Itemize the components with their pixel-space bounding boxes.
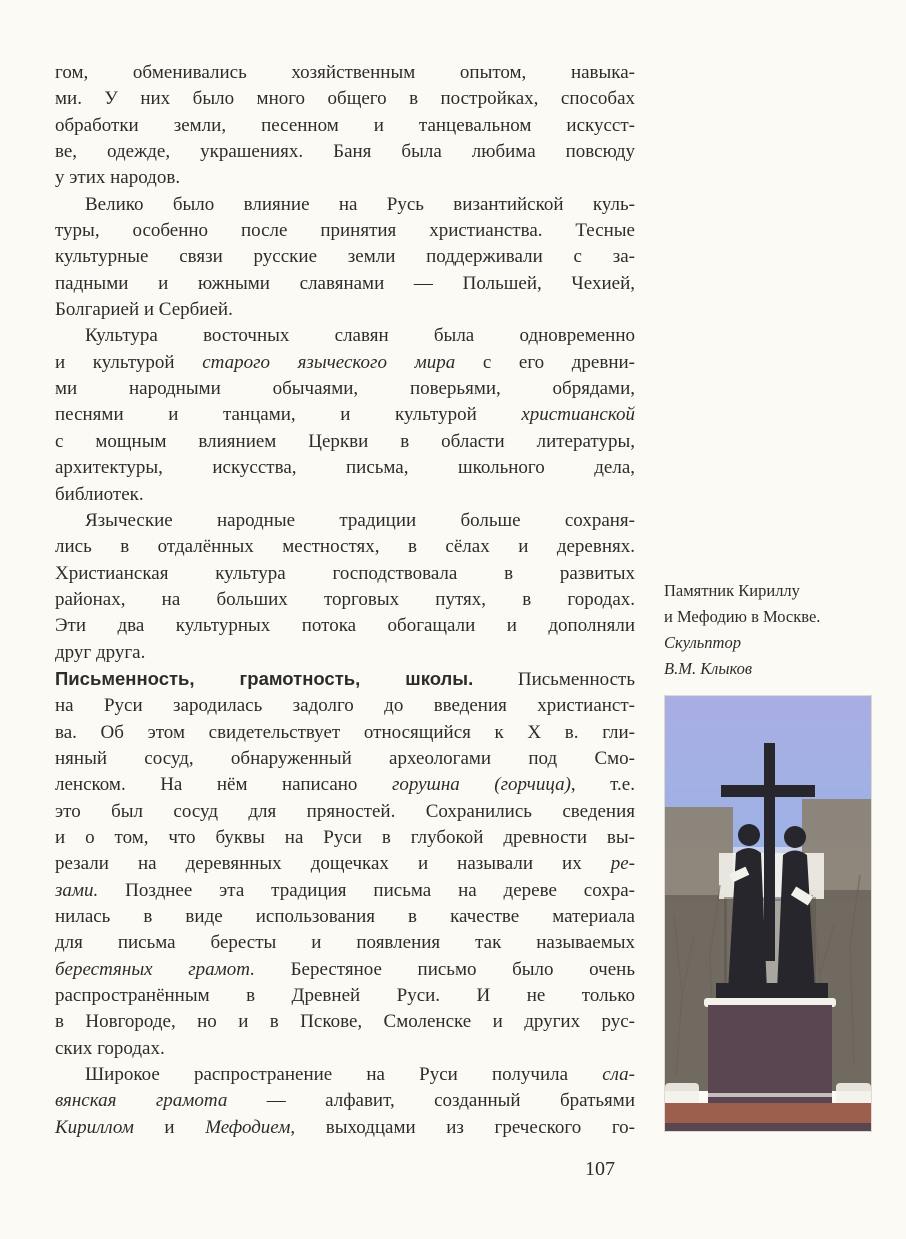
text-run: Языческие народные традиции больше сохраня-	[85, 509, 635, 531]
text-run: — алфавит, созданный братьями	[227, 1090, 635, 1112]
text-run: Болгарией и Сербией.	[55, 299, 233, 321]
text-line	[55, 746, 635, 772]
ground-step	[665, 1103, 871, 1125]
text-line	[55, 904, 635, 930]
text-run: , выходцами из греческого го-	[290, 1116, 635, 1138]
text-run: и	[133, 1116, 206, 1138]
text-run: , т.е.	[570, 774, 635, 796]
text-run: Письменность	[473, 668, 636, 690]
text-run: и культурой	[55, 351, 203, 373]
text-run: Христианская культура господствовала в развитых	[55, 562, 635, 584]
text-line	[55, 244, 635, 270]
text-line	[55, 693, 635, 719]
paragraph	[55, 1062, 635, 1141]
text-run: Велико было влияние на Русь византийской куль-	[85, 193, 635, 215]
ground-shadow	[665, 1123, 871, 1131]
caption-line	[664, 630, 884, 656]
text-line	[55, 218, 635, 244]
text-line	[55, 165, 635, 191]
text-run: сла-	[602, 1064, 635, 1086]
text-run: архитектуры, искусства, письма, школьного дела,	[55, 457, 635, 479]
text-run: берестяных грамот.	[55, 958, 255, 980]
text-run: библиотек.	[55, 483, 144, 505]
text-line	[55, 455, 635, 481]
text-run: на Руси зародилась задолго до введения христианст-	[55, 695, 635, 717]
text-run: районах, на больших торговых путях, в городах.	[55, 588, 635, 610]
text-line	[55, 1115, 635, 1141]
text-line	[55, 271, 635, 297]
text-line	[55, 86, 635, 112]
text-line	[55, 534, 635, 560]
text-run: обработки земли, песенном и танцевальном искусст-	[55, 114, 635, 136]
text-line	[55, 323, 635, 349]
text-run: ре-	[610, 853, 635, 875]
text-line	[55, 720, 635, 746]
text-run: горушна (горчица)	[391, 774, 571, 796]
text-run: ми. У них было много общего в постройках, способах	[55, 88, 635, 110]
caption-line	[664, 578, 884, 604]
snow-patch-left	[665, 1083, 699, 1105]
text-line	[55, 613, 635, 639]
run-in-heading: Письменность, грамотность, школы.	[55, 667, 474, 689]
text-run: Широкое распространение на Руси получила	[85, 1064, 603, 1086]
text-run: зами.	[55, 879, 99, 901]
text-line	[55, 429, 635, 455]
text-line	[55, 139, 635, 165]
text-line	[55, 297, 635, 323]
text-line	[55, 350, 635, 376]
text-line	[55, 402, 635, 428]
body-text-column	[55, 60, 635, 1141]
paragraph	[55, 192, 635, 324]
text-run: Позднее эта традиция письма на дереве сохра-	[98, 879, 635, 901]
text-run: Культура восточных славян была одновременно	[85, 325, 635, 347]
text-run: Берестяное письмо было очень	[254, 958, 635, 980]
text-line	[55, 587, 635, 613]
photo-caption	[664, 578, 884, 682]
text-run: старого языческого мира	[202, 351, 456, 373]
text-run: нилась в виде использования в качестве материала	[55, 906, 635, 927]
text-run: ве, одежде, украшениях. Баня была любима повсюду	[55, 141, 635, 163]
text-line	[55, 772, 635, 798]
text-run: В.М. Клыков	[664, 659, 753, 678]
page-number: 107	[585, 1158, 615, 1180]
text-run: и о том, что буквы на Руси в глубокой древности вы-	[55, 826, 635, 848]
paragraph	[55, 323, 635, 507]
text-run: ми народными обычаями, поверьями, обрядами,	[55, 378, 635, 400]
text-run: распространённым в Древней Руси. И не только	[55, 985, 635, 1007]
text-line	[55, 851, 635, 877]
text-run: лись в отдалённых местностях, в сёлах и деревнях.	[55, 536, 635, 558]
text-line	[55, 60, 635, 86]
text-run: Мефодием	[205, 1116, 291, 1138]
text-run: песнями и танцами, и культурой	[55, 404, 522, 426]
text-run: ских городах.	[55, 1037, 165, 1059]
text-run: Скульптор	[664, 633, 741, 652]
text-run: ленском. На нём написано	[55, 774, 392, 796]
text-run: няный сосуд, обнаруженный археологами под Смо-	[55, 747, 635, 769]
text-line	[55, 666, 635, 693]
text-line	[55, 508, 635, 534]
text-run: в Новгороде, но и в Пскове, Смоленске и других рус-	[55, 1011, 635, 1033]
text-line	[55, 1062, 635, 1088]
text-line	[55, 192, 635, 218]
text-run: с его древни-	[455, 351, 635, 373]
text-line	[55, 930, 635, 956]
caption-line	[664, 604, 884, 630]
snow-patch-right	[836, 1083, 871, 1103]
text-run: ва. Об этом свидетельствует относящийся к X в. гли-	[55, 721, 635, 743]
text-run: Эти два культурных потока обогащали и дополняли	[55, 615, 635, 637]
text-run: это был сосуд для пряностей. Сохранились сведения	[55, 800, 635, 822]
monument-photo	[664, 695, 872, 1132]
text-run: вянская грамота	[55, 1090, 228, 1112]
text-line	[55, 113, 635, 139]
text-run: и Мефодию в Москве.	[664, 607, 821, 626]
text-line	[55, 799, 635, 825]
text-line	[55, 1036, 635, 1062]
pedestal	[708, 1005, 832, 1107]
text-run: друг друга.	[55, 641, 146, 663]
text-line	[55, 957, 635, 983]
text-line	[55, 376, 635, 402]
text-line	[55, 1088, 635, 1114]
text-line	[55, 983, 635, 1009]
text-run: падными и южными славянами — Польшей, Чехией,	[55, 272, 635, 294]
text-run: культурные связи русские земли поддерживали с за-	[55, 246, 635, 268]
paragraph	[55, 508, 635, 666]
text-run: христианской	[521, 404, 635, 426]
text-run: с мощным влиянием Церкви в области литературы,	[55, 430, 635, 452]
text-run: туры, особенно после принятия христианства. Тесные	[55, 220, 635, 242]
text-run: гом, обменивались хозяйственным опытом, навыка-	[55, 62, 635, 83]
paragraph	[55, 666, 635, 1062]
text-run: резали на деревянных дощечках и называли их	[55, 853, 611, 875]
text-run: для письма бересты и появления так называемых	[55, 932, 635, 954]
text-line	[55, 482, 635, 508]
text-run: Памятник Кириллу	[664, 581, 800, 600]
text-line	[55, 640, 635, 666]
text-line	[55, 878, 635, 904]
text-line	[55, 561, 635, 587]
pedestal-snow-ledge	[708, 1093, 832, 1097]
text-run: Кириллом	[55, 1116, 134, 1138]
text-line	[55, 825, 635, 851]
text-run: у этих народов.	[55, 167, 181, 189]
caption-line	[664, 656, 884, 682]
paragraph	[55, 60, 635, 192]
text-line	[55, 1009, 635, 1035]
